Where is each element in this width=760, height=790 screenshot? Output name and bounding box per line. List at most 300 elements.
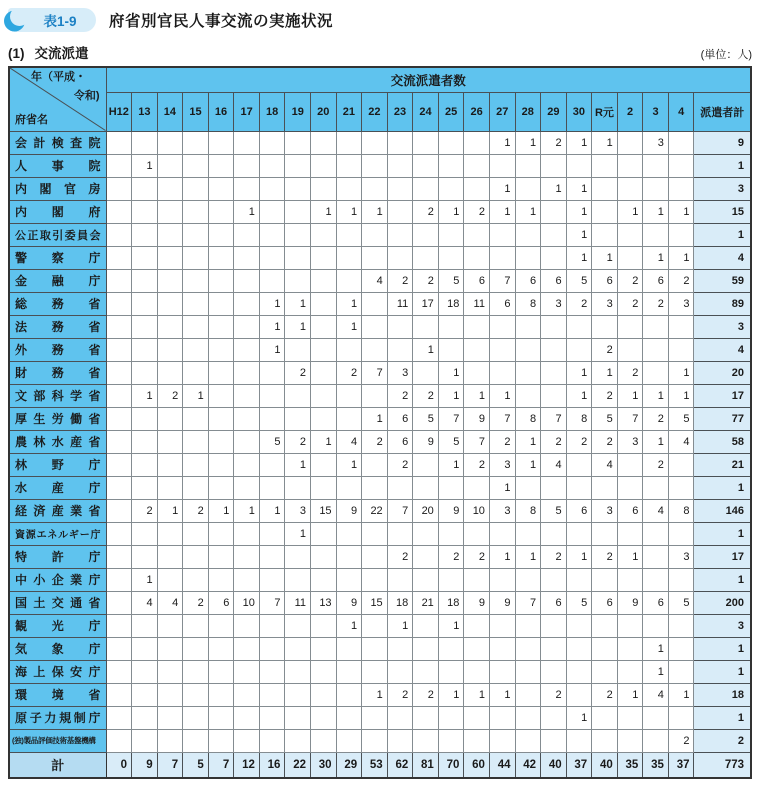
value-cell: [183, 453, 209, 476]
value-cell: [157, 361, 183, 384]
value-cell: 2: [592, 338, 618, 361]
value-cell: [183, 177, 209, 200]
table-row: [9, 407, 751, 430]
value-cell: [541, 660, 567, 683]
value-cell: 7: [259, 591, 285, 614]
total-value-cell: 16: [259, 752, 285, 778]
value-cell: 2: [183, 591, 209, 614]
value-cell: 1: [311, 200, 337, 223]
value-cell: [157, 200, 183, 223]
value-cell: [668, 637, 694, 660]
value-cell: 4: [541, 453, 567, 476]
row-total-cell: 1: [694, 568, 751, 591]
year-col-header: 2: [617, 92, 643, 131]
value-cell: [234, 522, 260, 545]
value-cell: [541, 384, 567, 407]
value-cell: [413, 246, 439, 269]
value-cell: [106, 246, 132, 269]
value-cell: 5: [438, 269, 464, 292]
value-cell: 2: [387, 269, 413, 292]
value-cell: [132, 476, 158, 499]
value-cell: [106, 338, 132, 361]
year-col-header: 17: [234, 92, 260, 131]
value-cell: [285, 131, 311, 154]
value-cell: 1: [515, 131, 541, 154]
value-cell: [157, 568, 183, 591]
value-cell: [132, 246, 158, 269]
row-label: 海上保安庁: [9, 660, 106, 683]
row-total-cell: 3: [694, 614, 751, 637]
value-cell: [336, 407, 362, 430]
value-cell: [234, 729, 260, 752]
total-value-cell: 22: [285, 752, 311, 778]
value-cell: [311, 706, 337, 729]
value-cell: 1: [515, 453, 541, 476]
value-cell: 9: [413, 430, 439, 453]
value-cell: [259, 384, 285, 407]
value-cell: [106, 614, 132, 637]
value-cell: [362, 568, 388, 591]
value-cell: 3: [643, 131, 669, 154]
value-cell: [234, 154, 260, 177]
row-label: 水産庁: [9, 476, 106, 499]
value-cell: [336, 246, 362, 269]
value-cell: [668, 154, 694, 177]
value-cell: [515, 338, 541, 361]
value-cell: [285, 223, 311, 246]
value-cell: [157, 660, 183, 683]
value-cell: [515, 223, 541, 246]
value-cell: 6: [464, 269, 490, 292]
value-cell: [208, 545, 234, 568]
value-cell: [566, 154, 592, 177]
row-label: 林野庁: [9, 453, 106, 476]
value-cell: 6: [592, 269, 618, 292]
value-cell: [387, 706, 413, 729]
value-cell: [617, 614, 643, 637]
value-cell: [617, 568, 643, 591]
value-cell: [438, 660, 464, 683]
value-cell: [259, 407, 285, 430]
value-cell: [566, 614, 592, 637]
value-cell: [157, 131, 183, 154]
value-cell: [336, 223, 362, 246]
value-cell: [489, 568, 515, 591]
year-col-header: 14: [157, 92, 183, 131]
value-cell: [208, 430, 234, 453]
value-cell: 2: [541, 131, 567, 154]
value-cell: [464, 154, 490, 177]
total-col-header: 派遣者計: [694, 92, 751, 131]
value-cell: [259, 476, 285, 499]
value-cell: [668, 706, 694, 729]
value-cell: 1: [259, 315, 285, 338]
value-cell: [464, 706, 490, 729]
value-cell: [208, 729, 234, 752]
value-cell: [541, 476, 567, 499]
value-cell: [132, 338, 158, 361]
value-cell: [208, 407, 234, 430]
value-cell: 6: [566, 499, 592, 522]
value-cell: 1: [617, 384, 643, 407]
value-cell: 1: [541, 177, 567, 200]
value-cell: 2: [413, 269, 439, 292]
value-cell: [336, 660, 362, 683]
value-cell: [157, 476, 183, 499]
value-cell: [464, 476, 490, 499]
value-cell: [566, 683, 592, 706]
value-cell: 1: [617, 545, 643, 568]
total-value-cell: 29: [336, 752, 362, 778]
value-cell: [259, 729, 285, 752]
value-cell: 11: [285, 591, 311, 614]
value-cell: [132, 223, 158, 246]
value-cell: [438, 154, 464, 177]
value-cell: 1: [464, 384, 490, 407]
value-cell: [285, 683, 311, 706]
value-cell: [132, 453, 158, 476]
value-cell: [311, 453, 337, 476]
value-cell: 2: [285, 361, 311, 384]
value-cell: 2: [592, 430, 618, 453]
value-cell: [489, 361, 515, 384]
total-row-label: 計: [9, 752, 106, 778]
value-cell: 2: [643, 292, 669, 315]
value-cell: [234, 430, 260, 453]
value-cell: [643, 729, 669, 752]
value-cell: [362, 660, 388, 683]
value-cell: [183, 269, 209, 292]
value-cell: [259, 706, 285, 729]
value-cell: [515, 729, 541, 752]
value-cell: 1: [489, 200, 515, 223]
value-cell: 1: [362, 683, 388, 706]
value-cell: [285, 384, 311, 407]
value-cell: 15: [311, 499, 337, 522]
value-cell: 6: [387, 407, 413, 430]
value-cell: 6: [489, 292, 515, 315]
value-cell: [132, 430, 158, 453]
value-cell: [106, 499, 132, 522]
value-cell: [668, 315, 694, 338]
value-cell: [183, 637, 209, 660]
value-cell: [668, 476, 694, 499]
value-cell: 9: [617, 591, 643, 614]
value-cell: [106, 591, 132, 614]
value-cell: [336, 269, 362, 292]
value-cell: [464, 729, 490, 752]
year-col-header: 21: [336, 92, 362, 131]
value-cell: 2: [464, 200, 490, 223]
value-cell: [592, 660, 618, 683]
value-cell: 20: [413, 499, 439, 522]
value-cell: [643, 315, 669, 338]
row-total-cell: 58: [694, 430, 751, 453]
value-cell: [311, 407, 337, 430]
table-row: [9, 522, 751, 545]
table-row: [9, 154, 751, 177]
value-cell: [311, 292, 337, 315]
value-cell: [541, 568, 567, 591]
value-cell: [259, 568, 285, 591]
value-cell: [438, 246, 464, 269]
table-row: [9, 200, 751, 223]
value-cell: [617, 660, 643, 683]
table-row: [9, 545, 751, 568]
value-cell: [336, 177, 362, 200]
total-value-cell: 44: [489, 752, 515, 778]
value-cell: [541, 637, 567, 660]
value-cell: 1: [336, 453, 362, 476]
total-value-cell: 7: [208, 752, 234, 778]
value-cell: [106, 131, 132, 154]
value-cell: [285, 154, 311, 177]
value-cell: 8: [668, 499, 694, 522]
value-cell: [285, 476, 311, 499]
value-cell: [668, 223, 694, 246]
value-cell: [183, 683, 209, 706]
row-label: 総務省: [9, 292, 106, 315]
value-cell: [234, 177, 260, 200]
value-cell: 8: [515, 292, 541, 315]
value-cell: [234, 269, 260, 292]
value-cell: 3: [489, 453, 515, 476]
value-cell: [106, 545, 132, 568]
value-cell: [541, 729, 567, 752]
value-cell: [387, 568, 413, 591]
value-cell: 7: [489, 407, 515, 430]
value-cell: [464, 614, 490, 637]
value-cell: [183, 476, 209, 499]
value-cell: [208, 200, 234, 223]
table-row: [9, 499, 751, 522]
value-cell: [464, 338, 490, 361]
value-cell: [234, 131, 260, 154]
value-cell: [311, 614, 337, 637]
value-cell: [183, 200, 209, 223]
value-cell: 7: [362, 361, 388, 384]
value-cell: [208, 177, 234, 200]
value-cell: [668, 177, 694, 200]
banner-header: 交流派遣者数: [106, 67, 751, 92]
value-cell: 1: [489, 177, 515, 200]
value-cell: 6: [541, 591, 567, 614]
value-cell: [592, 223, 618, 246]
value-cell: [259, 361, 285, 384]
row-total-cell: 1: [694, 637, 751, 660]
row-total-cell: 9: [694, 131, 751, 154]
value-cell: 10: [464, 499, 490, 522]
value-cell: [336, 706, 362, 729]
value-cell: 3: [592, 292, 618, 315]
value-cell: 1: [132, 568, 158, 591]
value-cell: [234, 246, 260, 269]
value-cell: 1: [336, 292, 362, 315]
total-value-cell: 7: [157, 752, 183, 778]
value-cell: [311, 246, 337, 269]
value-cell: 10: [234, 591, 260, 614]
value-cell: 1: [566, 361, 592, 384]
value-cell: [336, 384, 362, 407]
value-cell: [643, 154, 669, 177]
row-label: 観光庁: [9, 614, 106, 637]
value-cell: 1: [234, 200, 260, 223]
value-cell: [413, 545, 439, 568]
value-cell: [183, 729, 209, 752]
value-cell: 1: [438, 200, 464, 223]
value-cell: 1: [464, 683, 490, 706]
value-cell: [208, 315, 234, 338]
year-col-header: 4: [668, 92, 694, 131]
value-cell: [208, 660, 234, 683]
value-cell: 2: [387, 545, 413, 568]
row-label: 内閣府: [9, 200, 106, 223]
row-total-cell: 21: [694, 453, 751, 476]
value-cell: [208, 338, 234, 361]
value-cell: [489, 660, 515, 683]
value-cell: [413, 729, 439, 752]
value-cell: [311, 338, 337, 361]
value-cell: [157, 154, 183, 177]
value-cell: [592, 706, 618, 729]
value-cell: 5: [438, 430, 464, 453]
value-cell: [464, 315, 490, 338]
year-col-header: 19: [285, 92, 311, 131]
value-cell: [592, 315, 618, 338]
value-cell: [464, 246, 490, 269]
value-cell: [515, 361, 541, 384]
table-row: [9, 384, 751, 407]
value-cell: [413, 476, 439, 499]
value-cell: 1: [438, 384, 464, 407]
value-cell: [132, 292, 158, 315]
value-cell: 7: [387, 499, 413, 522]
value-cell: 1: [617, 683, 643, 706]
year-col-header: 23: [387, 92, 413, 131]
value-cell: [157, 637, 183, 660]
total-value-cell: 30: [311, 752, 337, 778]
value-cell: [413, 177, 439, 200]
value-cell: 18: [438, 591, 464, 614]
value-cell: [489, 223, 515, 246]
value-cell: [413, 706, 439, 729]
value-cell: [311, 384, 337, 407]
value-cell: [668, 522, 694, 545]
value-cell: [311, 660, 337, 683]
value-cell: [668, 660, 694, 683]
value-cell: [208, 131, 234, 154]
value-cell: [617, 154, 643, 177]
row-total-cell: 146: [694, 499, 751, 522]
value-cell: 1: [438, 683, 464, 706]
value-cell: [234, 338, 260, 361]
value-cell: [132, 706, 158, 729]
corner-ministry-label: 府省名: [15, 113, 48, 126]
value-cell: [183, 315, 209, 338]
value-cell: [387, 522, 413, 545]
value-cell: [106, 637, 132, 660]
value-cell: 4: [157, 591, 183, 614]
table-row: [9, 131, 751, 154]
section-label: [8, 42, 89, 62]
table-number-badge: [8, 8, 96, 32]
value-cell: 2: [413, 683, 439, 706]
crescent-icon: [3, 8, 28, 33]
table-row: [9, 706, 751, 729]
value-cell: [362, 292, 388, 315]
row-total-cell: 1: [694, 476, 751, 499]
value-cell: 2: [362, 430, 388, 453]
value-cell: [285, 568, 311, 591]
value-cell: 2: [285, 430, 311, 453]
value-cell: 1: [566, 384, 592, 407]
value-cell: [515, 154, 541, 177]
value-cell: [541, 223, 567, 246]
value-cell: [157, 545, 183, 568]
value-cell: 2: [464, 545, 490, 568]
value-cell: 1: [285, 315, 311, 338]
table-row: [9, 683, 751, 706]
value-cell: [311, 223, 337, 246]
value-cell: 6: [515, 269, 541, 292]
value-cell: [208, 453, 234, 476]
value-cell: [541, 246, 567, 269]
value-cell: [413, 453, 439, 476]
value-cell: [183, 545, 209, 568]
total-value-cell: 70: [438, 752, 464, 778]
value-cell: [413, 660, 439, 683]
year-col-header: 15: [183, 92, 209, 131]
year-col-header: 30: [566, 92, 592, 131]
value-cell: [106, 522, 132, 545]
value-cell: [438, 315, 464, 338]
row-label: 金融庁: [9, 269, 106, 292]
value-cell: 2: [668, 729, 694, 752]
value-cell: [285, 614, 311, 637]
value-cell: [566, 453, 592, 476]
value-cell: 6: [387, 430, 413, 453]
value-cell: 1: [566, 223, 592, 246]
value-cell: 5: [668, 407, 694, 430]
value-cell: [336, 522, 362, 545]
value-cell: [311, 361, 337, 384]
value-cell: [183, 614, 209, 637]
value-cell: [362, 729, 388, 752]
value-cell: [387, 660, 413, 683]
value-cell: [387, 131, 413, 154]
row-total-cell: 17: [694, 384, 751, 407]
value-cell: [464, 660, 490, 683]
value-cell: 5: [413, 407, 439, 430]
value-cell: [668, 614, 694, 637]
value-cell: 1: [438, 361, 464, 384]
value-cell: [183, 706, 209, 729]
value-cell: [643, 338, 669, 361]
value-cell: [106, 683, 132, 706]
value-cell: [285, 177, 311, 200]
value-cell: 1: [362, 200, 388, 223]
value-cell: 5: [566, 269, 592, 292]
value-cell: [106, 223, 132, 246]
value-cell: [541, 338, 567, 361]
value-cell: [362, 246, 388, 269]
table-row: [9, 315, 751, 338]
value-cell: [515, 315, 541, 338]
grand-total-cell: 773: [694, 752, 751, 778]
row-total-cell: 20: [694, 361, 751, 384]
value-cell: 6: [643, 591, 669, 614]
value-cell: [336, 154, 362, 177]
